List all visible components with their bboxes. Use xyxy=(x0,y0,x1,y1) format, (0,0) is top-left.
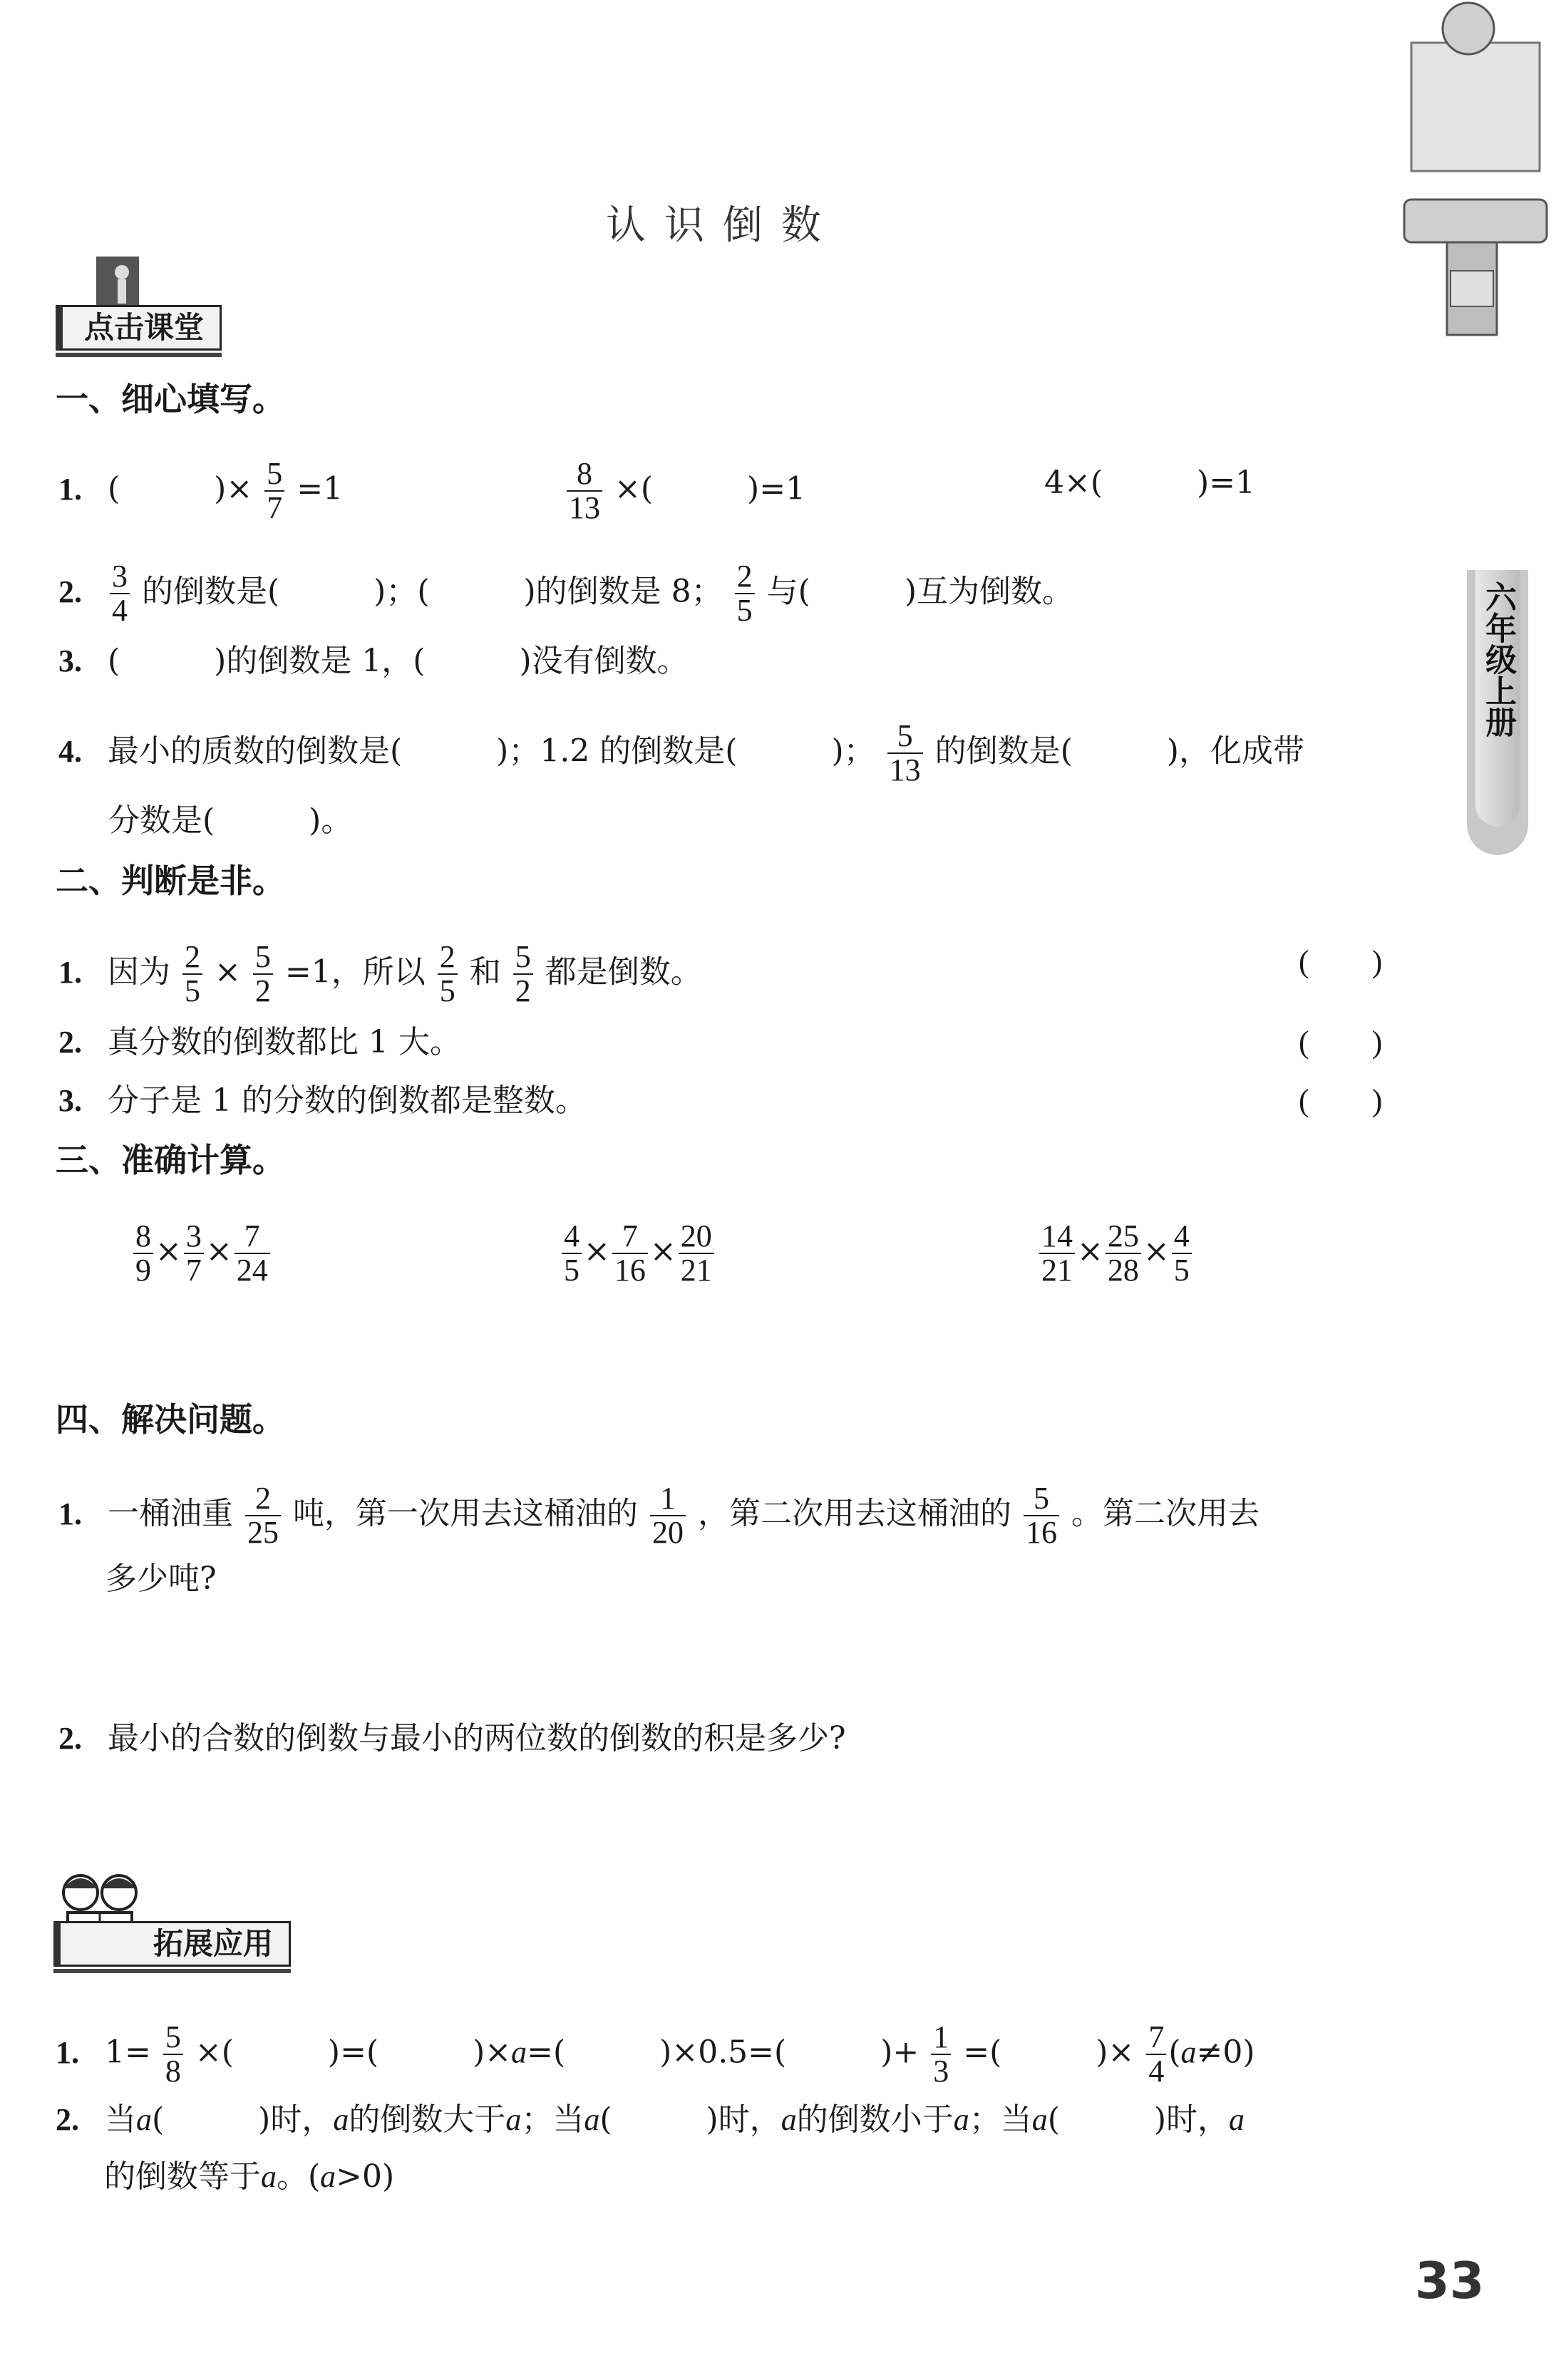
text: ( )的倒数是 1，( )没有倒数。 xyxy=(108,643,689,679)
text: 分子是 1 的分数的倒数都是整数。 xyxy=(108,1082,587,1119)
text: 因为 xyxy=(108,953,170,990)
numerator: 2 xyxy=(245,1482,281,1516)
var-a: a xyxy=(505,2102,522,2137)
times: × xyxy=(205,1233,232,1270)
text: ( )时， xyxy=(152,2101,334,2138)
numerator: 7 xyxy=(612,1220,648,1254)
fraction xyxy=(735,560,755,627)
header-illustration xyxy=(1376,0,1561,342)
text: 的倒数大于 xyxy=(349,2101,506,2138)
denominator: 21 xyxy=(1041,1253,1073,1288)
text: 的倒数等于 xyxy=(104,2158,261,2195)
banner-classroom: 点击课堂 xyxy=(56,305,222,351)
q-number: 1. xyxy=(58,1496,82,1531)
numerator: 7 xyxy=(235,1220,270,1254)
numerator: 2 xyxy=(735,560,755,594)
text: ；当 xyxy=(969,2101,1032,2138)
q-number: 2. xyxy=(58,574,82,609)
denominator: 5 xyxy=(564,1253,579,1288)
fill-q1 xyxy=(58,457,343,524)
fraction xyxy=(1039,1220,1075,1287)
text: 吨，第一次用去这桶油的 xyxy=(293,1495,638,1532)
numerator: 5 xyxy=(513,941,533,975)
numerator: 20 xyxy=(679,1220,714,1254)
numerator: 8 xyxy=(133,1220,153,1254)
var-a: a xyxy=(1180,2034,1197,2070)
var-a: a xyxy=(333,2102,349,2137)
denominator: 5 xyxy=(439,973,455,1008)
text: =( )×0.5=( )+ xyxy=(527,2034,919,2071)
q-number: 3. xyxy=(58,643,82,678)
numerator: 1 xyxy=(931,2021,951,2055)
text: 和 xyxy=(469,953,501,990)
text: 1= xyxy=(105,2034,151,2071)
calc-expr-2 xyxy=(560,1220,716,1287)
fill-q3 xyxy=(58,640,689,683)
var-a: a xyxy=(261,2159,277,2194)
numerator: 5 xyxy=(1024,1482,1059,1516)
q-number: 1. xyxy=(58,954,82,990)
banner-extension: 拓展应用 xyxy=(53,1921,291,1967)
judge-q1 xyxy=(58,941,702,1008)
var-a: a xyxy=(1031,2102,1048,2137)
fraction xyxy=(567,457,602,524)
fraction xyxy=(1172,1220,1192,1287)
q-number: 1. xyxy=(56,2034,79,2070)
fraction xyxy=(562,1220,582,1287)
numerator: 14 xyxy=(1039,1220,1075,1254)
text: 都是倒数。 xyxy=(545,953,702,990)
numerator: 3 xyxy=(110,560,130,594)
fill-q1-c: 4×( )=1 xyxy=(1044,465,1256,501)
fill-q1-b xyxy=(565,457,805,524)
text: 。( xyxy=(277,2158,321,2195)
text: =1，所以 xyxy=(284,953,426,990)
solve-q1 xyxy=(58,1482,1259,1549)
denominator: 5 xyxy=(1173,1253,1190,1288)
q-number: 1. xyxy=(58,471,82,507)
numerator: 2 xyxy=(182,941,202,975)
text: 的倒数是( )；( )的倒数是 8； xyxy=(142,573,723,610)
side-tab-label: 六年级上册 xyxy=(1480,581,1516,738)
q-number: 2. xyxy=(56,2102,79,2137)
var-a: a xyxy=(584,2102,600,2137)
text: ( )时， xyxy=(599,2101,781,2138)
fraction xyxy=(650,1482,686,1549)
numerator: 4 xyxy=(562,1220,582,1254)
fill-q4 xyxy=(58,720,1304,787)
text: ×( )=( )× xyxy=(195,2034,512,2071)
page-title: 认识倒数 xyxy=(606,202,840,249)
ext-q2 xyxy=(56,2099,1245,2141)
denominator: 3 xyxy=(933,2054,949,2089)
fraction xyxy=(438,941,458,1008)
numerator: 2 xyxy=(438,941,458,975)
denominator: 8 xyxy=(165,2054,181,2089)
denominator: 4 xyxy=(1148,2054,1165,2089)
judge-blank-2[interactable]: ( ) xyxy=(1299,1025,1383,1060)
q-number: 4. xyxy=(58,733,82,769)
var-a: a xyxy=(320,2159,336,2194)
var-a: a xyxy=(953,2102,969,2137)
denominator: 13 xyxy=(569,490,600,525)
fraction xyxy=(931,2021,951,2088)
fraction xyxy=(110,560,130,627)
text: 最小的合数的倒数与最小的两位数的倒数的积是多少? xyxy=(108,1720,846,1756)
fill-q4-cont: 分数是( )。 xyxy=(108,802,353,839)
text: =( )× xyxy=(963,2034,1135,2071)
numerator: 5 xyxy=(887,720,923,754)
denominator: 5 xyxy=(185,973,200,1008)
text: ×( )=1 xyxy=(614,470,806,507)
judge-blank-1[interactable]: ( ) xyxy=(1299,944,1383,979)
var-a: a xyxy=(780,2102,797,2137)
fraction xyxy=(1146,2021,1166,2088)
fraction xyxy=(612,1220,648,1287)
text: 一桶油重 xyxy=(108,1495,233,1532)
denominator: 2 xyxy=(254,973,271,1008)
fraction xyxy=(163,2021,183,2088)
fraction xyxy=(1106,1220,1141,1287)
denominator: 24 xyxy=(236,1253,268,1288)
fraction xyxy=(235,1220,270,1287)
text: 真分数的倒数都比 1 大。 xyxy=(108,1024,461,1060)
ext-q2-cont xyxy=(104,2156,394,2198)
denominator: 5 xyxy=(736,593,753,628)
fraction xyxy=(679,1220,714,1287)
numerator: 8 xyxy=(567,457,602,492)
numerator: 4 xyxy=(1172,1220,1192,1254)
numerator: 25 xyxy=(1106,1220,1141,1254)
numerator: 5 xyxy=(264,457,284,492)
text: ( )时， xyxy=(1047,2101,1230,2138)
fill-q2 xyxy=(58,560,1073,627)
times: × xyxy=(584,1233,610,1270)
times: × xyxy=(155,1233,182,1270)
fraction xyxy=(133,1220,153,1287)
fraction xyxy=(245,1482,281,1549)
ext-q1 xyxy=(56,2021,1255,2088)
solve-q1-cont: 多少吨? xyxy=(105,1561,217,1597)
denominator: 9 xyxy=(135,1253,151,1288)
text: ( )× xyxy=(108,470,253,507)
numerator: 1 xyxy=(650,1482,686,1516)
q-number: 3. xyxy=(58,1083,82,1118)
fraction xyxy=(184,1220,204,1287)
times: × xyxy=(1077,1233,1103,1270)
fraction xyxy=(1024,1482,1059,1549)
denominator: 2 xyxy=(515,973,531,1008)
section-solve-title: 四、解决问题。 xyxy=(56,1400,285,1439)
judge-q3 xyxy=(58,1080,587,1122)
denominator: 21 xyxy=(680,1253,712,1288)
judge-q2 xyxy=(58,1021,461,1064)
text: =1 xyxy=(297,470,344,507)
denominator: 25 xyxy=(247,1515,279,1550)
text: 当 xyxy=(105,2101,136,2138)
denominator: 16 xyxy=(614,1253,646,1288)
numerator: 5 xyxy=(253,941,273,975)
solve-q2 xyxy=(58,1717,846,1760)
calc-expr-3 xyxy=(1037,1220,1194,1287)
section-fill-title: 一、细心填写。 xyxy=(56,380,285,418)
text: ( xyxy=(1168,2034,1181,2071)
var-a: a xyxy=(1229,2102,1245,2137)
numerator: 3 xyxy=(184,1220,204,1254)
denominator: 20 xyxy=(652,1515,684,1550)
numerator: 7 xyxy=(1146,2021,1166,2055)
fraction xyxy=(887,720,923,787)
var-a: a xyxy=(511,2034,527,2070)
section-calc-title: 三、准确计算。 xyxy=(56,1141,285,1179)
times: × xyxy=(649,1233,676,1270)
text: 的倒数小于 xyxy=(796,2101,954,2138)
fraction xyxy=(182,941,202,1008)
denominator: 7 xyxy=(267,490,283,525)
text: 。第二次用去 xyxy=(1071,1495,1259,1532)
q-number: 2. xyxy=(58,1721,82,1756)
text: × xyxy=(215,953,241,990)
text: ，第二次用去这桶油的 xyxy=(698,1495,1011,1532)
text: ≠0) xyxy=(1196,2034,1255,2071)
fraction xyxy=(253,941,273,1008)
page-number: 33 xyxy=(1415,2252,1485,2310)
judge-blank-3[interactable]: ( ) xyxy=(1299,1083,1383,1118)
denominator: 16 xyxy=(1026,1515,1057,1550)
denominator: 13 xyxy=(889,752,921,787)
numerator: 5 xyxy=(163,2021,183,2055)
denominator: 4 xyxy=(112,593,128,628)
denominator: 28 xyxy=(1107,1253,1139,1288)
times: × xyxy=(1143,1233,1170,1270)
text: 与( )互为倒数。 xyxy=(766,573,1073,610)
text: >0) xyxy=(336,2158,395,2195)
q-number: 2. xyxy=(58,1025,82,1060)
text: 的倒数是( )，化成带 xyxy=(934,733,1304,770)
text: ；当 xyxy=(521,2101,584,2138)
denominator: 7 xyxy=(185,1253,202,1288)
section-judge-title: 二、判断是非。 xyxy=(56,862,285,900)
var-a: a xyxy=(136,2102,152,2137)
text: 最小的质数的倒数是( )；1.2 的倒数是( )； xyxy=(108,733,875,770)
fraction xyxy=(264,457,284,524)
calc-expr-1 xyxy=(131,1220,272,1287)
fraction xyxy=(513,941,533,1008)
